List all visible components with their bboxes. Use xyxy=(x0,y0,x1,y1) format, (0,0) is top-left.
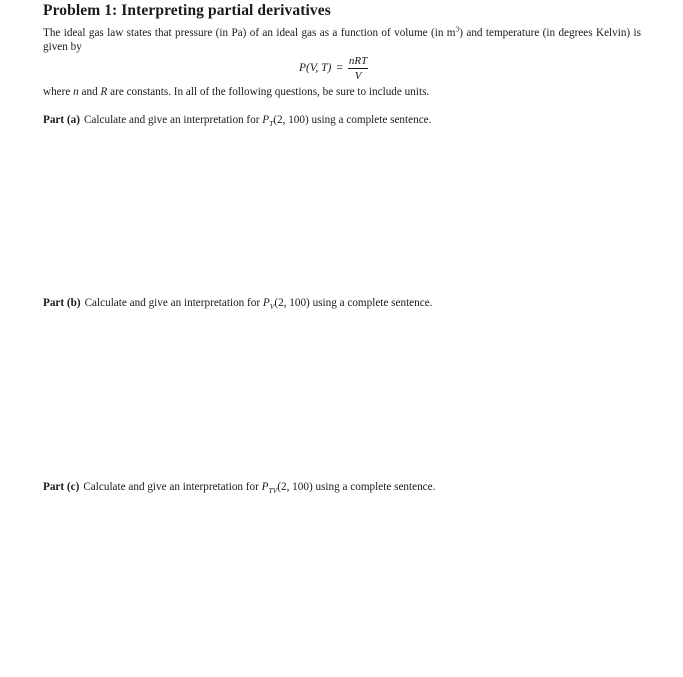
equation-args: (V, T) xyxy=(306,62,332,74)
note-text-1: where xyxy=(43,86,74,98)
equation-numerator: nRT xyxy=(348,54,368,67)
part-a-fn: P xyxy=(262,114,270,126)
problem-intro xyxy=(43,26,641,54)
part-b-text-before: Calculate and give an interpretation for xyxy=(84,297,263,309)
part-a-args: (2, 100) xyxy=(273,114,309,126)
part-a-text-before: Calculate and give an interpretation for xyxy=(83,114,263,126)
part-b-subscript: V xyxy=(269,302,275,312)
ideal-gas-equation xyxy=(299,54,368,82)
part-b-args: (2, 100) xyxy=(274,297,310,309)
part-a-label: Part (a) xyxy=(43,114,80,126)
equation-function: P xyxy=(299,62,307,74)
part-a-answer-space[interactable] xyxy=(43,132,641,287)
part-a-question xyxy=(43,114,432,129)
intro-text-2: ) and temperature (in degrees Kelvin) is given by xyxy=(43,27,641,53)
part-c-args: (2, 100) xyxy=(277,481,313,493)
equation-fraction xyxy=(348,55,368,82)
part-a-text-after: using a complete sentence. xyxy=(308,114,432,126)
intro-text-1: The ideal gas law states that pressure (in Pa) of an ideal gas as a function of volume (in m xyxy=(43,27,456,39)
equation-equals: = xyxy=(336,62,343,74)
part-c-text-after: using a complete sentence. xyxy=(312,481,436,493)
part-a-subscript: T xyxy=(269,119,274,129)
note-text-3: are constants. In all of the following questions, be sure to include units. xyxy=(107,86,430,98)
note-var-n: n xyxy=(73,86,79,98)
intro-superscript: 3 xyxy=(455,24,460,34)
part-c-question xyxy=(43,481,436,496)
part-b-fn: P xyxy=(262,297,270,309)
part-c-fn: P xyxy=(261,481,269,493)
part-c-answer-space[interactable] xyxy=(43,499,641,669)
part-c-label: Part (c) xyxy=(43,481,80,493)
problem-title: Problem 1: Interpreting partial derivatives xyxy=(43,2,331,19)
note-var-r: R xyxy=(100,86,108,98)
part-c-subscript: TV xyxy=(268,486,278,496)
part-b-text-after: using a complete sentence. xyxy=(309,297,433,309)
part-b-question xyxy=(43,297,433,312)
note-text-2: and xyxy=(78,86,101,98)
part-b-label: Part (b) xyxy=(43,297,81,309)
part-b-answer-space[interactable] xyxy=(43,315,641,470)
constants-note xyxy=(43,86,429,98)
equation-denominator: V xyxy=(354,69,362,82)
part-c-text-before: Calculate and give an interpretation for xyxy=(83,481,262,493)
equation-lhs xyxy=(299,62,331,74)
